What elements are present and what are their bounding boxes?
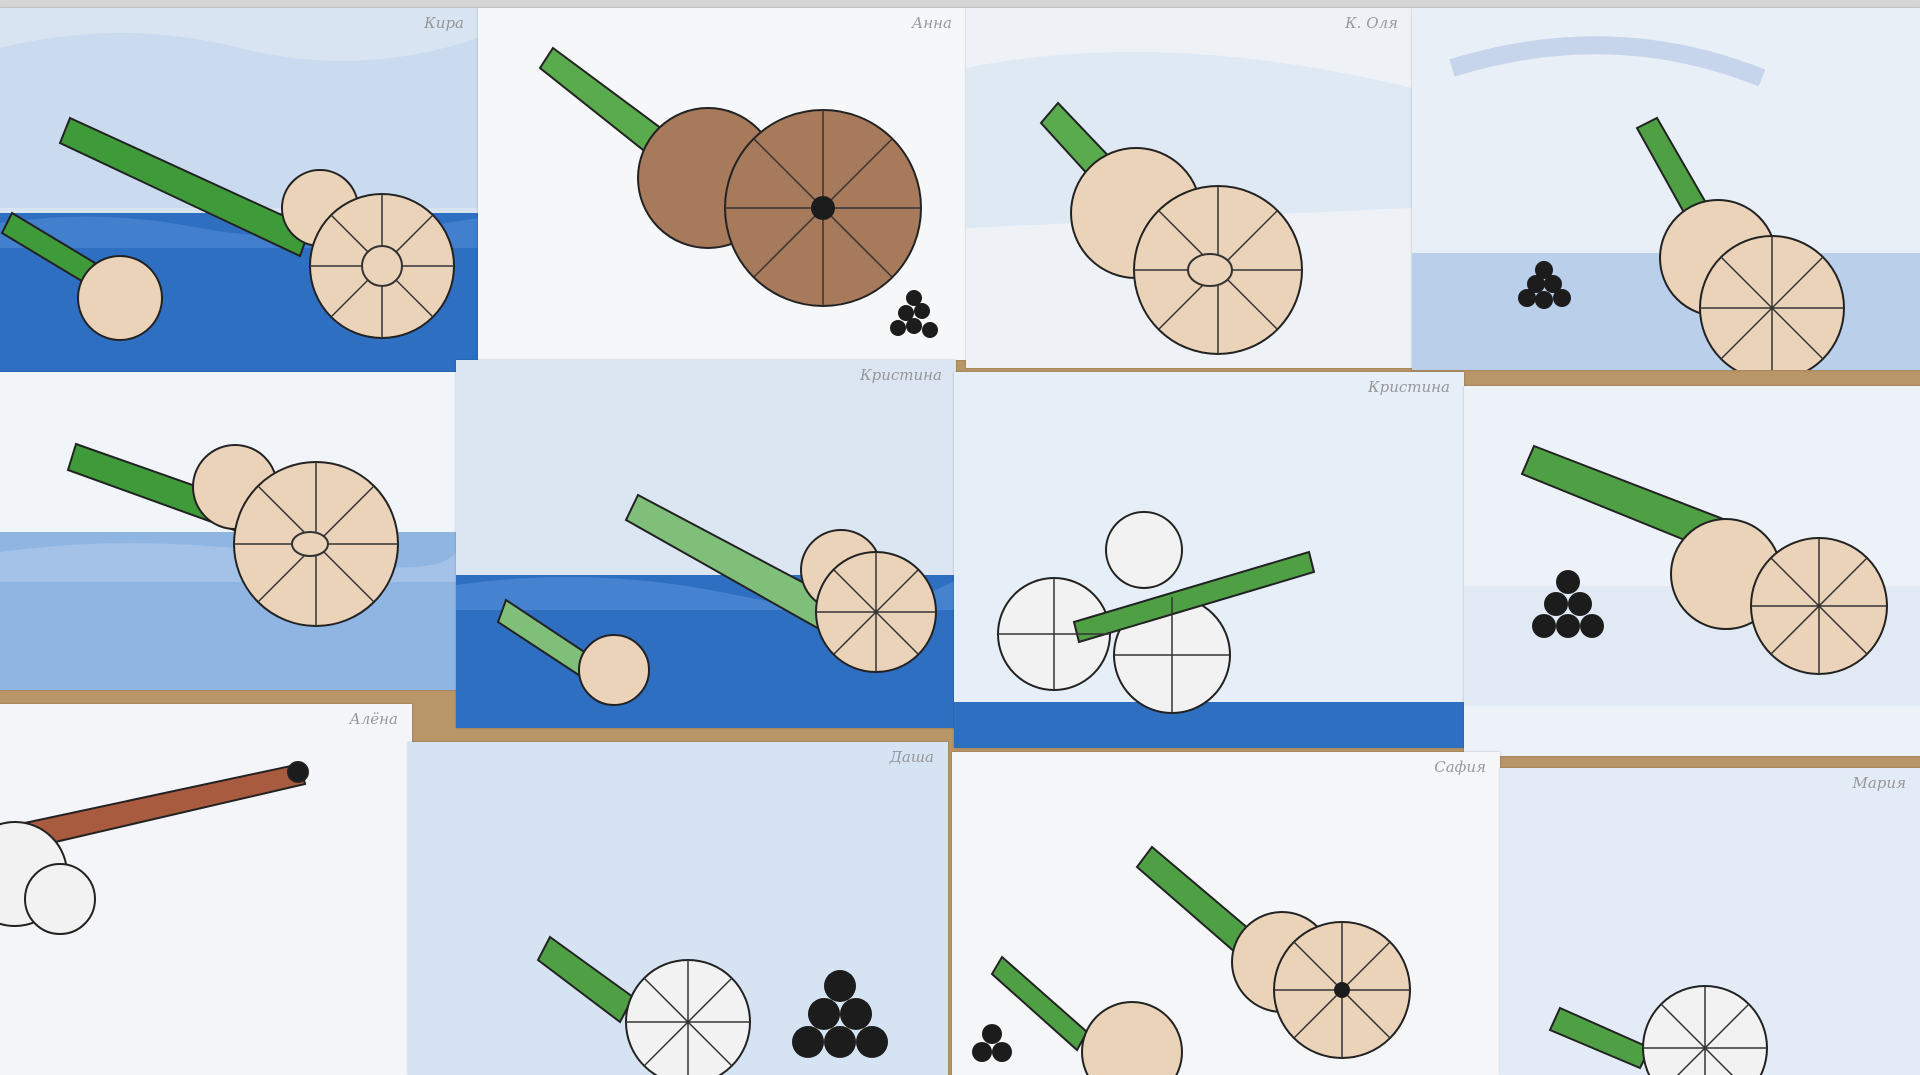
- drawing-6: [456, 360, 956, 728]
- drawing-6-image: [456, 360, 956, 728]
- signature: Кира: [424, 14, 464, 32]
- top-edge: [0, 0, 1920, 8]
- drawing-12: [1500, 768, 1920, 1075]
- signature: Кристина: [1368, 378, 1450, 396]
- drawing-12-image: [1500, 768, 1920, 1075]
- drawing-2-image: [478, 8, 966, 360]
- signature: К. Оля: [1345, 14, 1398, 32]
- drawing-1: [0, 8, 478, 372]
- signature: Даша: [889, 748, 934, 766]
- signature: Анна: [911, 14, 952, 32]
- drawing-3: [966, 8, 1412, 368]
- signature: Алёна: [349, 710, 398, 728]
- signature: Мария: [1852, 774, 1906, 792]
- drawing-10-image: [408, 742, 948, 1075]
- drawing-9-image: [0, 704, 412, 1075]
- signature: Кристина: [860, 366, 942, 384]
- drawing-4-image: [1412, 8, 1920, 370]
- drawing-1-image: [0, 8, 478, 372]
- drawing-11: [952, 752, 1500, 1075]
- drawing-7-image: [954, 372, 1464, 748]
- drawing-5-image: [0, 372, 458, 690]
- drawing-8: [1464, 386, 1920, 756]
- drawing-8-image: [1464, 386, 1920, 756]
- drawing-2: [478, 8, 966, 360]
- signature: Сафия: [1434, 758, 1486, 776]
- drawing-11-image: [952, 752, 1500, 1075]
- drawing-9: [0, 704, 412, 1075]
- drawing-5: [0, 372, 458, 690]
- drawing-10: [408, 742, 948, 1075]
- drawing-3-image: [966, 8, 1412, 368]
- drawing-7: [954, 372, 1464, 748]
- drawing-4: [1412, 8, 1920, 370]
